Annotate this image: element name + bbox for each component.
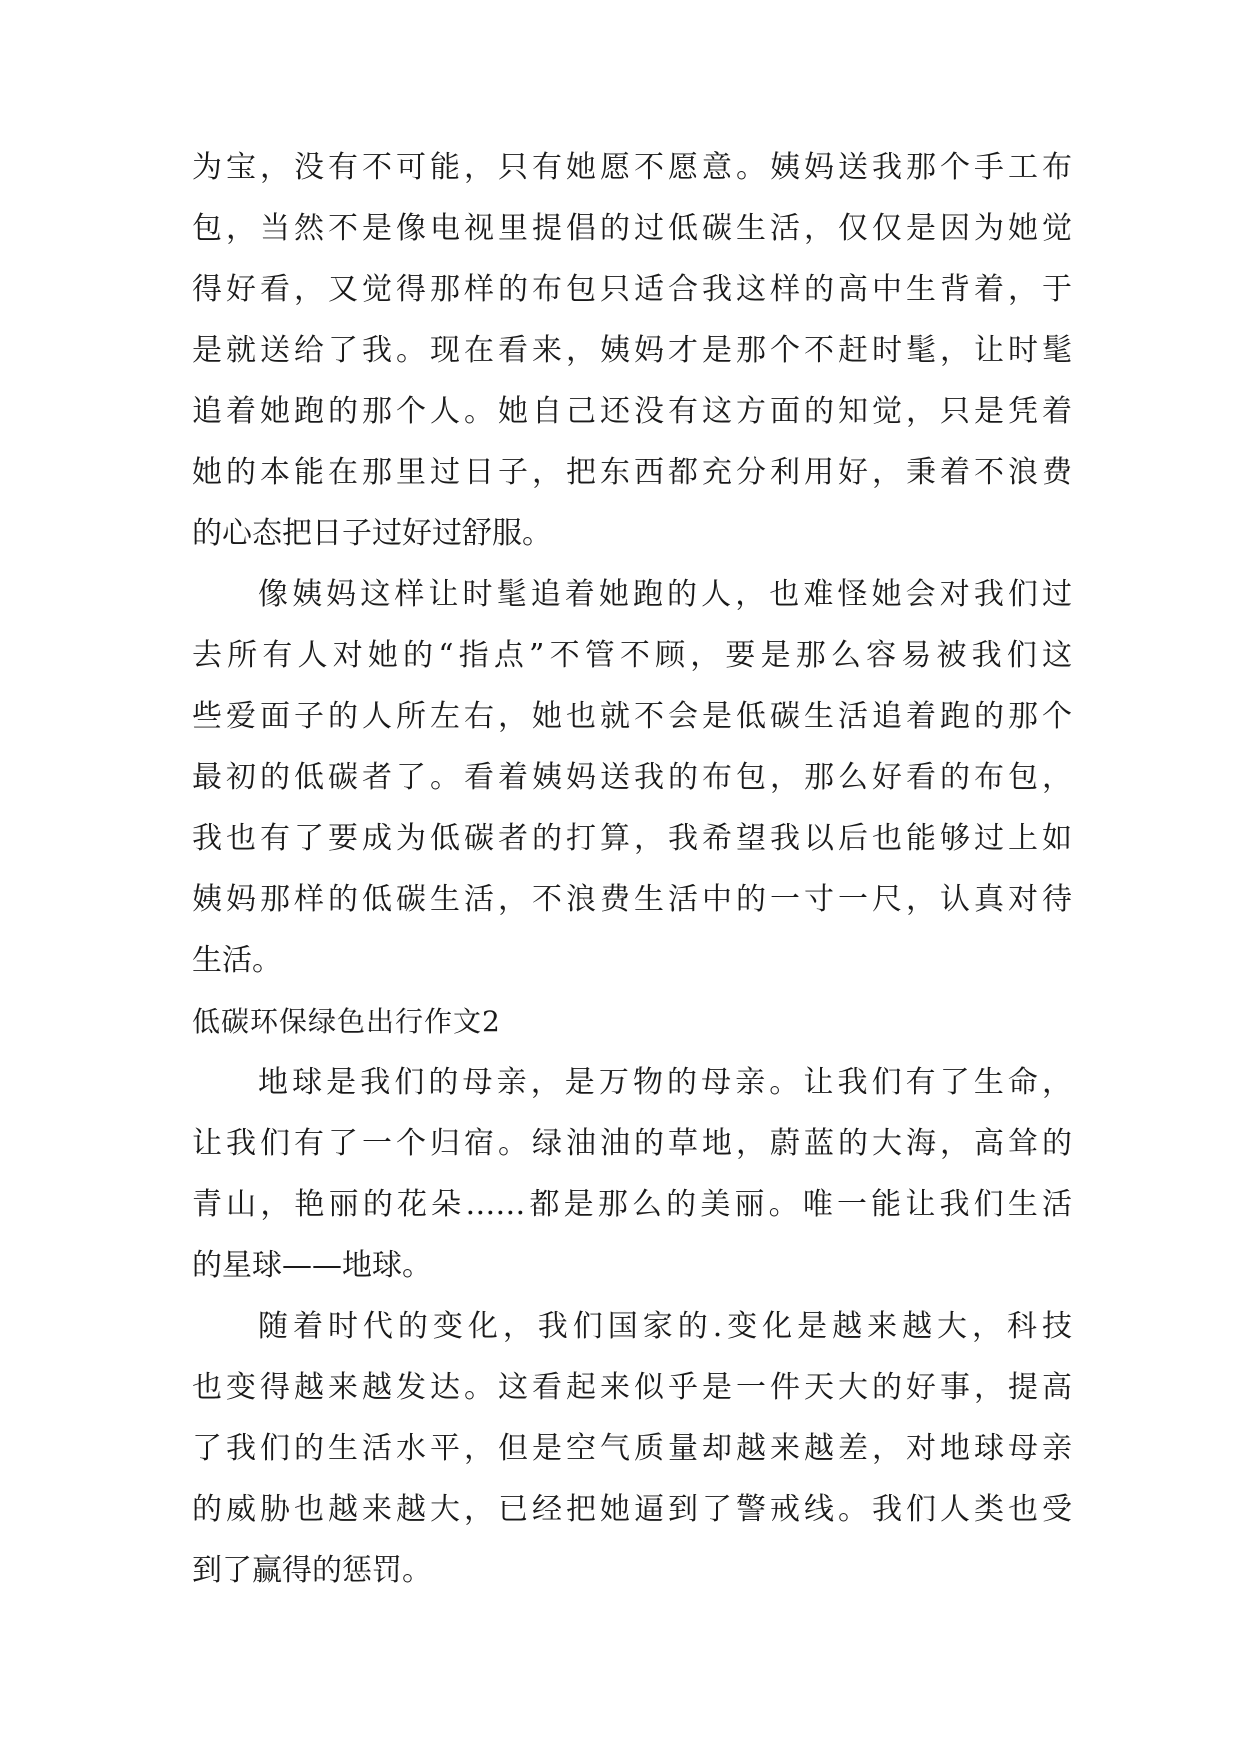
paragraph-line: 我也有了要成为低碳者的打算，我希望我以后也能够过上如	[192, 821, 1072, 856]
section-heading: 低碳环保绿色出行作文2	[192, 1005, 501, 1038]
paragraph-line: 包，当然不是像电视里提倡的过低碳生活，仅仅是因为她觉	[192, 211, 1072, 246]
paragraph-line: 青山，艳丽的花朵……都是那么的美丽。唯一能让我们生活	[192, 1187, 1072, 1222]
paragraph-line: 的威胁也越来越大，已经把她逼到了警戒线。我们人类也受	[192, 1492, 1072, 1527]
paragraph-line: 她的本能在那里过日子，把东西都充分利用好，秉着不浪费	[192, 455, 1072, 490]
paragraph-line: 最初的低碳者了。看着姨妈送我的布包，那么好看的布包，	[192, 760, 1072, 795]
paragraph-line: 为宝，没有不可能，只有她愿不愿意。姨妈送我那个手工布	[192, 150, 1072, 185]
paragraph-line: 让我们有了一个归宿。绿油油的草地，蔚蓝的大海，高耸的	[192, 1126, 1072, 1161]
paragraph-line: 像姨妈这样让时髦追着她跑的人，也难怪她会对我们过	[258, 577, 1072, 612]
paragraph-line: 去所有人对她的“指点”不管不顾，要是那么容易被我们这	[192, 638, 1072, 673]
paragraph-line: 的心态把日子过好过舒服。	[192, 516, 552, 551]
paragraph-line: 生活。	[192, 943, 282, 978]
paragraph-line: 得好看，又觉得那样的布包只适合我这样的高中生背着，于	[192, 272, 1072, 307]
paragraph-line: 地球是我们的母亲，是万物的母亲。让我们有了生命，	[258, 1065, 1072, 1100]
paragraph-line: 的星球——地球。	[192, 1248, 432, 1283]
paragraph-line: 也变得越来越发达。这看起来似乎是一件天大的好事，提高	[192, 1370, 1072, 1405]
paragraph-line: 姨妈那样的低碳生活，不浪费生活中的一寸一尺，认真对待	[192, 882, 1072, 917]
paragraph-line: 到了赢得的惩罚。	[192, 1553, 432, 1588]
paragraph-line: 随着时代的变化，我们国家的.变化是越来越大，科技	[258, 1309, 1072, 1344]
paragraph-line: 些爱面子的人所左右，她也就不会是低碳生活追着跑的那个	[192, 699, 1072, 734]
paragraph-line: 了我们的生活水平，但是空气质量却越来越差，对地球母亲	[192, 1431, 1072, 1466]
paragraph-line: 追着她跑的那个人。她自己还没有这方面的知觉，只是凭着	[192, 394, 1072, 429]
paragraph-line: 是就送给了我。现在看来，姨妈才是那个不赶时髦，让时髦	[192, 333, 1072, 368]
